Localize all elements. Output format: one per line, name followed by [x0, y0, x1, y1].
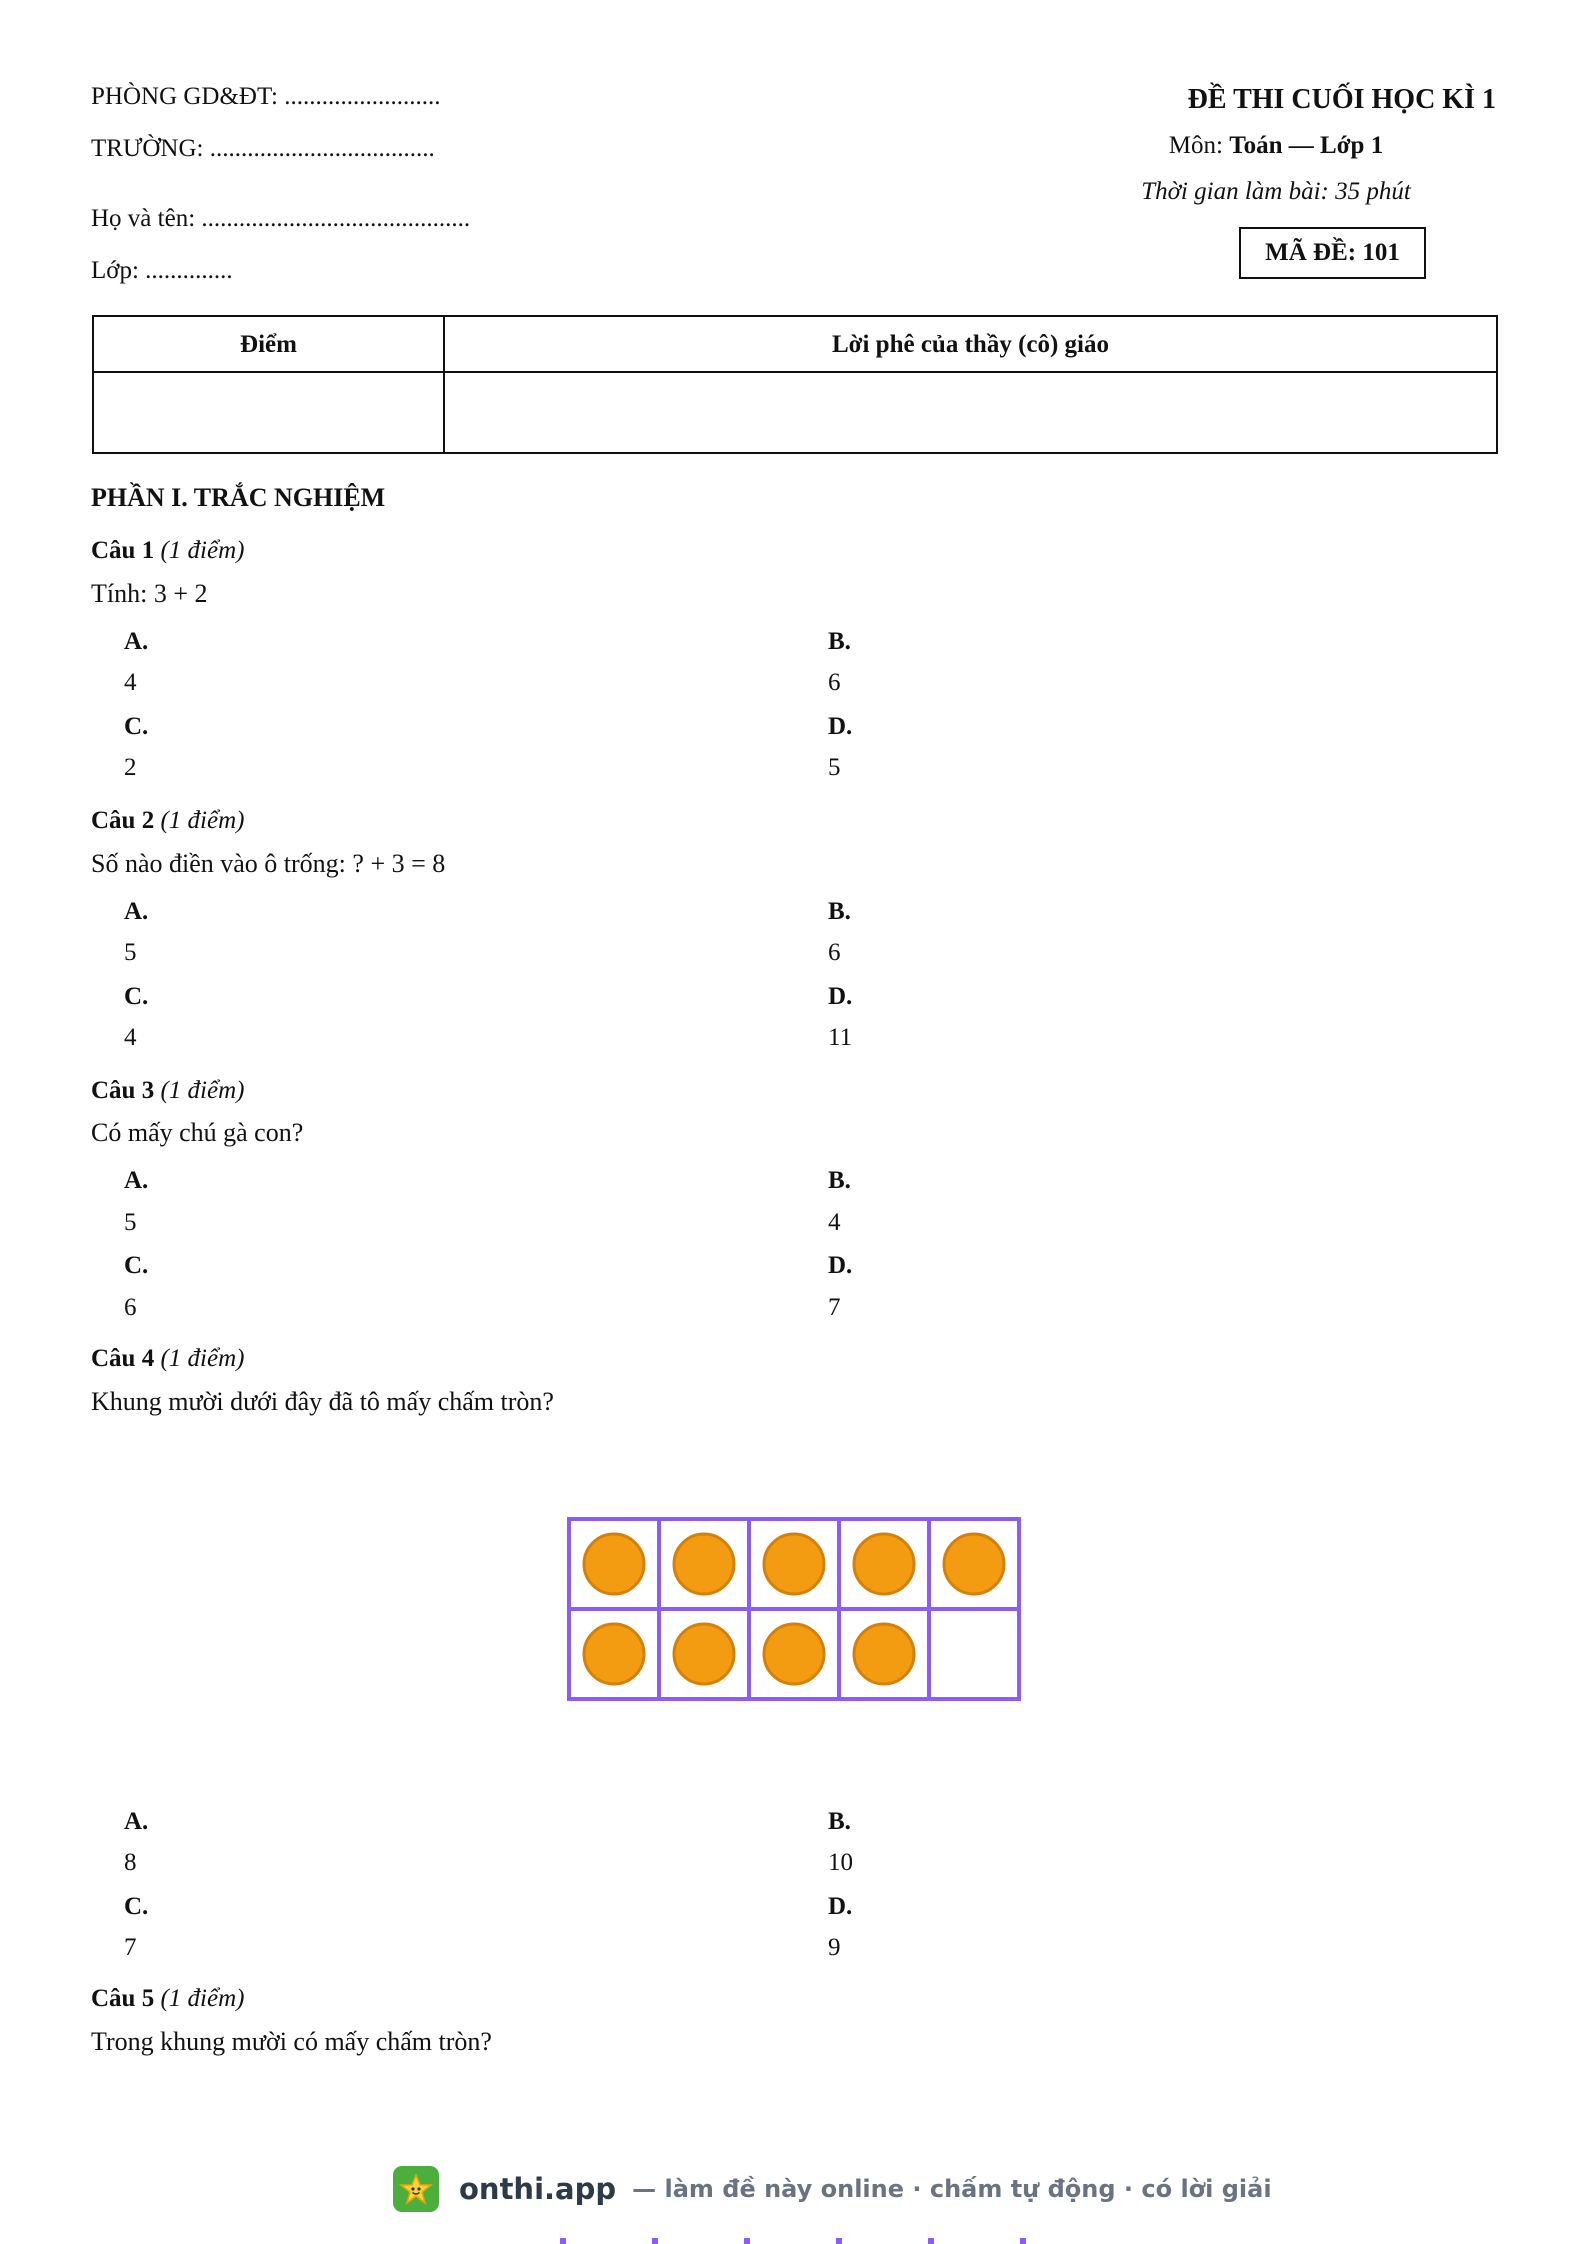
ten-frame	[567, 1517, 1022, 1704]
option-d-value: 7	[828, 1294, 841, 1321]
option-c-value: 6	[124, 1294, 137, 1321]
filled-dot	[854, 1534, 914, 1594]
option-d-value: 11	[828, 1024, 853, 1051]
option-a-label: A.	[124, 898, 149, 925]
filled-dot	[764, 1534, 824, 1594]
option-d-label: D.	[828, 983, 853, 1010]
question-points: (1 điểm)	[160, 1345, 245, 1372]
option-b-value: 6	[828, 939, 841, 966]
footer-banner[interactable]	[393, 2166, 1272, 2212]
school-line: TRƯỜNG: ....................................	[91, 135, 435, 162]
subject-prefix: Môn:	[1168, 132, 1230, 159]
subject-value: Toán — Lớp 1	[1229, 132, 1384, 159]
question-text: Khung mười dưới đây đã tô mấy chấm tròn?	[91, 1387, 554, 1416]
option-a-label: A.	[124, 1808, 149, 1835]
option-a-value: 5	[124, 1209, 137, 1236]
filled-dot	[674, 1534, 734, 1594]
exam-title: ĐỀ THI CUỐI HỌC KÌ 1	[1187, 84, 1496, 115]
option-a-label: A.	[124, 628, 149, 655]
question-heading	[91, 807, 244, 835]
option-b-label: B.	[828, 1167, 851, 1194]
option-d-label: D.	[828, 1893, 853, 1920]
question-number: Câu 3	[91, 1077, 155, 1104]
exam-time: Thời gian làm bài: 35 phút	[1141, 178, 1411, 205]
question-text: Số nào điền vào ô trống: ? + 3 = 8	[91, 849, 446, 878]
dept-line: PHÒNG GD&ĐT: .........................	[91, 83, 441, 110]
option-b-value: 6	[828, 669, 841, 696]
option-c-value: 7	[124, 1934, 137, 1961]
brand-name[interactable]: onthi.app	[459, 2172, 617, 2206]
option-c-value: 4	[124, 1024, 137, 1051]
option-a-label: A.	[124, 1167, 149, 1194]
filled-dot	[764, 1624, 824, 1684]
class-line: Lớp: ..............	[91, 257, 233, 284]
name-line: Họ và tên: ...........................................	[91, 205, 471, 232]
option-c-label: C.	[124, 983, 149, 1010]
option-b-value: 4	[828, 1209, 841, 1236]
filled-dot	[584, 1534, 644, 1594]
star-icon	[393, 2166, 439, 2212]
question-heading	[91, 1985, 244, 2013]
option-b-label: B.	[828, 628, 851, 655]
question-heading	[91, 537, 244, 565]
exam-code: MÃ ĐỀ: 101	[1239, 227, 1426, 279]
question-points: (1 điểm)	[160, 1985, 245, 2012]
option-c-label: C.	[124, 1252, 149, 1279]
question-heading	[91, 1345, 244, 1373]
question-points: (1 điểm)	[160, 1077, 245, 1104]
option-b-value: 10	[828, 1849, 853, 1876]
question-number: Câu 2	[91, 807, 155, 834]
option-a-value: 5	[124, 939, 137, 966]
ten-frame-cell	[929, 1609, 1019, 1699]
question-number: Câu 1	[91, 537, 155, 564]
section-title: PHẦN I. TRẮC NGHIỆM	[91, 483, 386, 512]
option-d-label: D.	[828, 713, 853, 740]
option-d-value: 5	[828, 754, 841, 781]
option-a-value: 8	[124, 1849, 137, 1876]
option-c-value: 2	[124, 754, 137, 781]
option-d-label: D.	[828, 1252, 853, 1279]
option-b-label: B.	[828, 1808, 851, 1835]
question-number: Câu 4	[91, 1345, 155, 1372]
exam-subject	[976, 132, 1496, 160]
option-b-label: B.	[828, 898, 851, 925]
question-text: Tính: 3 + 2	[91, 579, 208, 608]
question-points: (1 điểm)	[160, 807, 245, 834]
filled-dot	[674, 1624, 734, 1684]
next-page-frame-edge	[560, 2234, 1030, 2244]
option-d-value: 9	[828, 1934, 841, 1961]
filled-dot	[854, 1624, 914, 1684]
score-header: Điểm	[240, 331, 297, 358]
comment-header: Lời phê của thầy (cô) giáo	[831, 331, 1110, 358]
filled-dot	[944, 1534, 1004, 1594]
filled-dot	[584, 1624, 644, 1684]
option-c-label: C.	[124, 713, 149, 740]
footer-tagline: — làm đề này online · chấm tự động · có lời giải	[632, 2175, 1272, 2203]
question-points: (1 điểm)	[160, 537, 245, 564]
question-text: Trong khung mười có mấy chấm tròn?	[91, 2027, 492, 2056]
question-number: Câu 5	[91, 1985, 155, 2012]
option-c-label: C.	[124, 1893, 149, 1920]
score-table	[92, 315, 1498, 454]
option-a-value: 4	[124, 669, 137, 696]
question-text: Có mấy chú gà con?	[91, 1118, 304, 1147]
question-heading	[91, 1077, 244, 1105]
